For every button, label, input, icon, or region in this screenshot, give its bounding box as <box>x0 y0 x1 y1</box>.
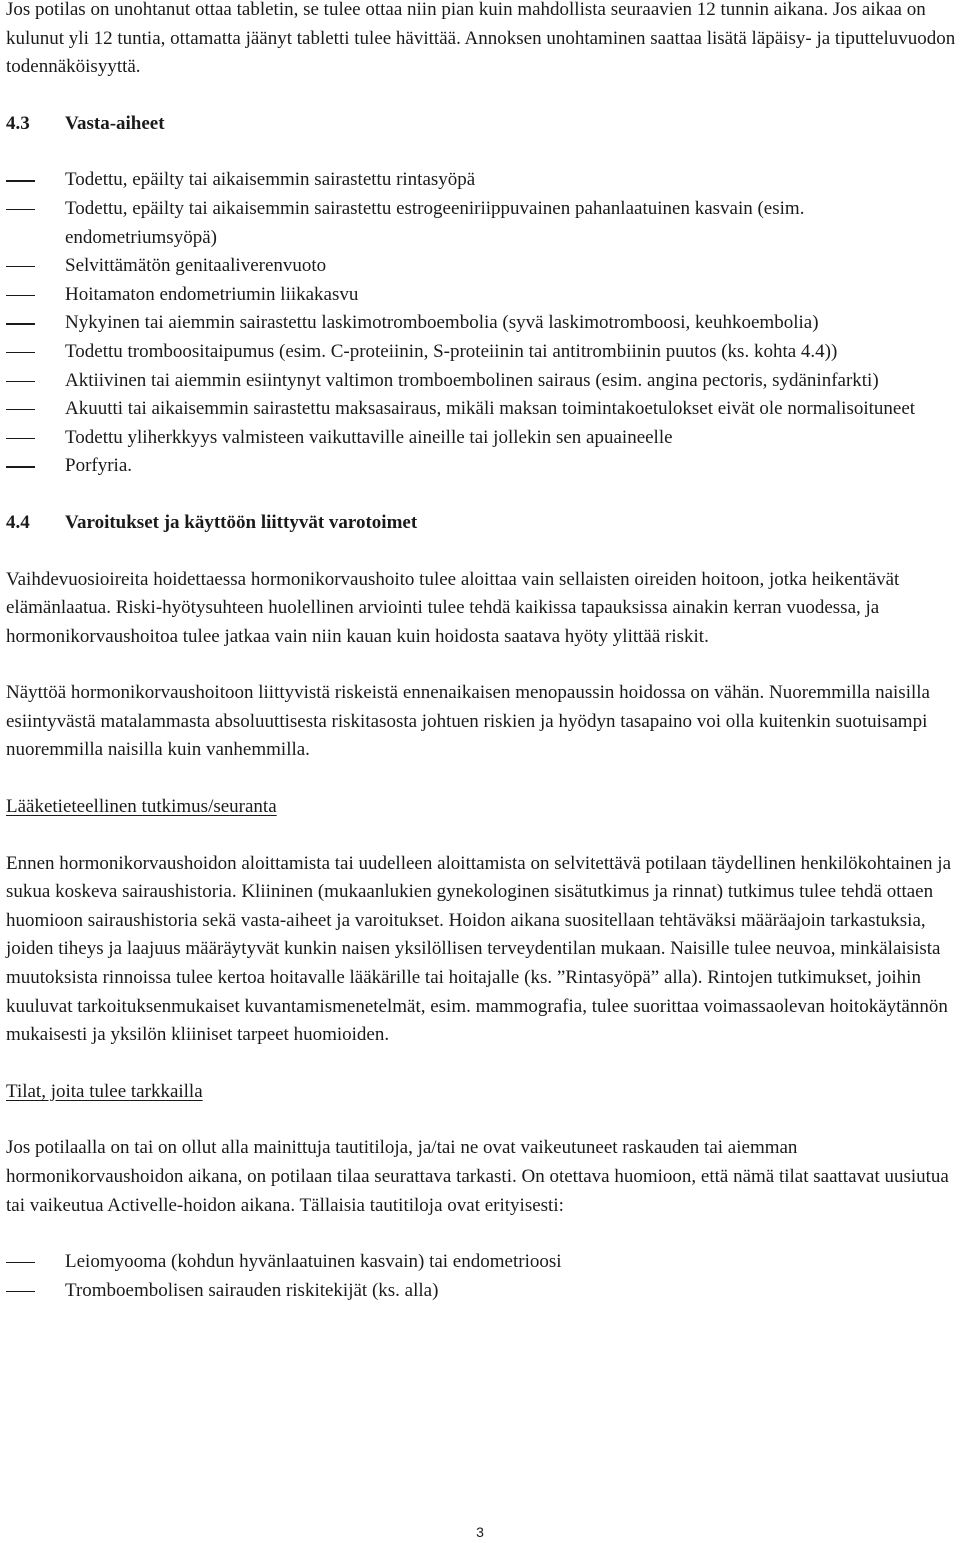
list-item: Akuutti tai aikaisemmin sairastettu maksasairaus, mikäli maksan toimintakoetulokset eivät ole normalisoituneet <box>6 395 958 424</box>
list-item: Todettu yliherkkyys valmisteen vaikuttaville aineille tai jollekin sen apuaineelle <box>6 424 958 453</box>
list-item: Selvittämätön genitaaliverenvuoto <box>6 252 958 281</box>
intro-paragraph: Jos potilas on unohtanut ottaa tabletin, se tulee ottaa niin pian kuin mahdollista seuraavien 12 tunnin aikana. Jos aikaa on kulunut yli 12 tuntia, ottamatta jäänyt tabletti tulee hävittää. Annoksen unohtaminen saattaa lisätä läpäisy- ja tiputteluvuodon todennäköisyyttä. <box>6 0 956 78</box>
list-item: Tromboembolisen sairauden riskitekijät (ks. alla) <box>6 1277 958 1306</box>
list-item: Leiomyooma (kohdun hyvänlaatuinen kasvain) tai endometrioosi <box>6 1248 958 1277</box>
list-item: Todettu, epäilty tai aikaisemmin sairastettu estrogeeniriippuvainen pahanlaatuinen kasvain (esim. endometriumsyöpä) <box>6 195 958 252</box>
list-item: Todettu tromboositaipumus (esim. C-proteiinin, S-proteiinin tai antitrombiinin puutos (ks. kohta 4.4)) <box>6 338 958 367</box>
section-title: Varoitukset ja käyttöön liittyvät varotoimet <box>65 511 418 533</box>
conditions-heading: Tilat, joita tulee tarkkailla <box>6 1080 203 1102</box>
document-page <box>6 0 958 1305</box>
conditions-paragraph: Jos potilaalla on tai on ollut alla mainittuja tautitiloja, ja/tai ne ovat vaikeutuneet raskauden tai aiemman hormonikorvaushoidon aikana, on potilaan tilaa seurattava tarkasti. On otettava huomioon, että nämä tilat saattavat uusiutua tai vaikeutua Activelle-hoidon aikana. Tällaisia tautitiloja ovat erityisesti: <box>6 1137 949 1216</box>
section-number: 4.3 <box>6 112 30 134</box>
list-item: Todettu, epäilty tai aikaisemmin sairastettu rintasyöpä <box>6 166 958 195</box>
list-item: Hoitamaton endometriumin liikakasvu <box>6 281 958 310</box>
section-title: Vasta-aiheet <box>65 112 165 134</box>
section-number: 4.4 <box>6 511 30 533</box>
section-4-4-heading <box>6 509 958 538</box>
conditions-list <box>6 1248 958 1305</box>
contraindications-list <box>6 166 958 481</box>
medical-examination-heading: Lääketieteellinen tutkimus/seuranta <box>6 796 277 818</box>
list-item: Nykyinen tai aiemmin sairastettu laskimotromboembolia (syvä laskimotromboosi, keuhkoembolia) <box>6 309 958 338</box>
warnings-paragraph-1: Vaihdevuosioireita hoidettaessa hormonikorvaushoito tulee aloittaa vain sellaisten oireiden hoitoon, jotka heikentävät elämänlaatua. Riski-hyötysuhteen huolellinen arviointi tulee tehdä kaikissa tapauksissa ainakin kerran vuodessa, ja hormonikorvaushoitoa tulee jatkaa vain niin kauan kuin hoidosta saatava hyöty ylittää riskit. <box>6 568 900 647</box>
list-item: Aktiivinen tai aiemmin esiintynyt valtimon tromboembolinen sairaus (esim. angina pectoris, sydäninfarkti) <box>6 367 958 396</box>
warnings-paragraph-2: Näyttöä hormonikorvaushoitoon liittyvistä riskeistä ennenaikaisen menopaussin hoidossa on vähän. Nuoremmilla naisilla esiintyvästä matalammasta absoluuttisesta riskitasosta johtuen riskien ja hyödyn tasapaino voi olla kuitenkin suotuisampi nuoremmilla naisilla kuin vanhemmilla. <box>6 682 930 761</box>
section-4-3-heading <box>6 110 958 139</box>
list-item: Porfyria. <box>6 452 958 481</box>
medical-examination-paragraph: Ennen hormonikorvaushoidon aloittamista tai uudelleen aloittamista on selvitettävä potilaan täydellinen henkilökohtainen ja sukua koskeva sairaushistoria. Kliininen (mukaanlukien gynekologinen sisätutkimus ja rinnat) tutkimus tulee tehdä ottaen huomioon sairaushistoria sekä vasta-aiheet ja varoitukset. Hoidon aikana suositellaan tehtäväksi määräajoin tarkastuksia, joiden tiheys ja laajuus määräytyvät kunkin naisen yksilöllisen terveydentilan mukaan. Naisille tulee neuvoa, minkälaisista muutoksista rinnoissa tulee kertoa hoitavalle lääkärille tai hoitajalle (ks. ”Rintasyöpä” alla). Rintojen tutkimukset, joihin kuuluvat tarkoituksenmukaiset kuvantamismenetelmät, esim. mammografia, tulee suorittaa voimassaolevan hoitokäytännön mukaisesti ja yksilön kliiniset tarpeet huomioiden. <box>6 852 952 1046</box>
page-number: 3 <box>476 1524 484 1540</box>
